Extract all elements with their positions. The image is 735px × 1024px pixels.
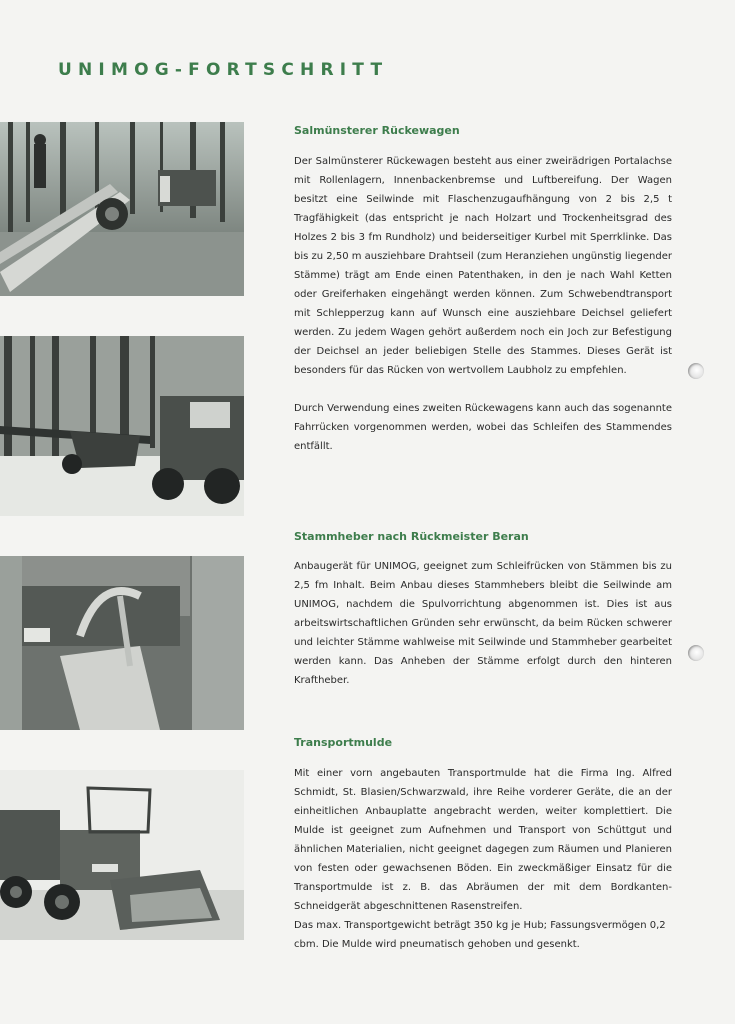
section-heading-stammheber: Stammheber nach Rückmeister Beran xyxy=(294,530,529,543)
log-lifter-unimog-photo xyxy=(0,556,244,730)
section-heading-rueckewagen: Salmünsterer Rückewagen xyxy=(294,124,460,137)
paragraph: Durch Verwendung eines zweiten Rückewagens kann auch das sogenannte Fahrrücken vorgenommen werden, wobei das Schleifen des Stammendes entfällt. xyxy=(294,403,672,452)
paragraph: Das max. Transportgewicht beträgt 350 kg je Hub; Fassungsvermögen 0,2 cbm. Die Mulde wird pneumatisch gehoben und gesenkt. xyxy=(294,920,666,950)
section-text-stammheber xyxy=(294,557,672,690)
section-heading-transportmulde: Transportmulde xyxy=(294,736,393,749)
punch-hole xyxy=(688,363,704,379)
snow-forest-unimog-trailer-photo xyxy=(0,336,244,516)
paragraph: Anbaugerät für UNIMOG, geeignet zum Schleifrücken von Stämmen bis zu 2,5 fm Inhalt. Beim Anbau dieses Stammhebers bleibt die Seilwinde am UNIMOG, nachdem die Spulvorrichtung abgenommen ist. Dies ist aus arbeitswirtschaftlichen Gründen sehr erwünscht, da beim Rücken schwerer und leichter Stämme wahlweise mit Seilwinde und Stammheber gearbeitet werden kann. Das Anheben der Stämme erfolgt durch den hinteren Kraftheber. xyxy=(294,561,672,686)
punch-hole xyxy=(688,645,704,661)
paragraph: Der Salmünsterer Rückewagen besteht aus einer zweirädrigen Portalachse mit Rollenlagern, Innenbackenbremse und Luftbereifung. Der Wagen besitzt eine Seilwinde mit Flaschenzugaufhängung von 2 bis 2,5 t Tragfähigkeit (das entspricht je nach Holzart und Trockenheitsgrad des Holzes 2 bis 3 fm Rundholz) und beiderseitiger Kurbel mit Sperrklinke. Das bis zu 2,50 m ausziehbare Drahtseil (zum Heranziehen ungünstig liegender Stämme) trägt am Ende einen Patenthaken, in den je nach Wahl Ketten oder Greiferhaken eingehängt werden können. Zum Schwebendtransport mit Schlepperzug kann auf Wunsch eine ausziehbare Deichsel geliefert werden. Zu jedem Wagen gehört außerdem noch ein Joch zur Befestigung der Deichsel an jeder beliebigen Stelle des Stammes. Dieses Gerät ist besonders für das Rücken von wertvollem Laubholz zu empfehlen. xyxy=(294,156,672,376)
section-text-rueckewagen xyxy=(294,152,672,456)
page-title: UNIMOG-FORTSCHRITT xyxy=(58,60,389,80)
section-text-transportmulde xyxy=(294,764,672,954)
forest-log-skidding-photo xyxy=(0,122,244,296)
paragraph: Mit einer vorn angebauten Transportmulde hat die Firma Ing. Alfred Schmidt, St. Blasien/Schwarzwald, ihre Reihe vorderer Geräte, die an der einheitlichen Anbauplatte angebracht werden, weiter komplettiert. Die Mulde ist geeignet zum Aufnehmen und Transport von Schüttgut und ähnlichen Materialien, nicht geeignet dagegen zum Räumen und Planieren von festen oder gewachsenen Böden. Ein zweckmäßiger Einsatz für die Transportmulde ist z. B. das Abräumen der mit dem Bordkanten-Schneidgerät abgeschnittenen Rasenstreifen. xyxy=(294,768,672,912)
unimog-transport-bucket-photo xyxy=(0,770,244,940)
